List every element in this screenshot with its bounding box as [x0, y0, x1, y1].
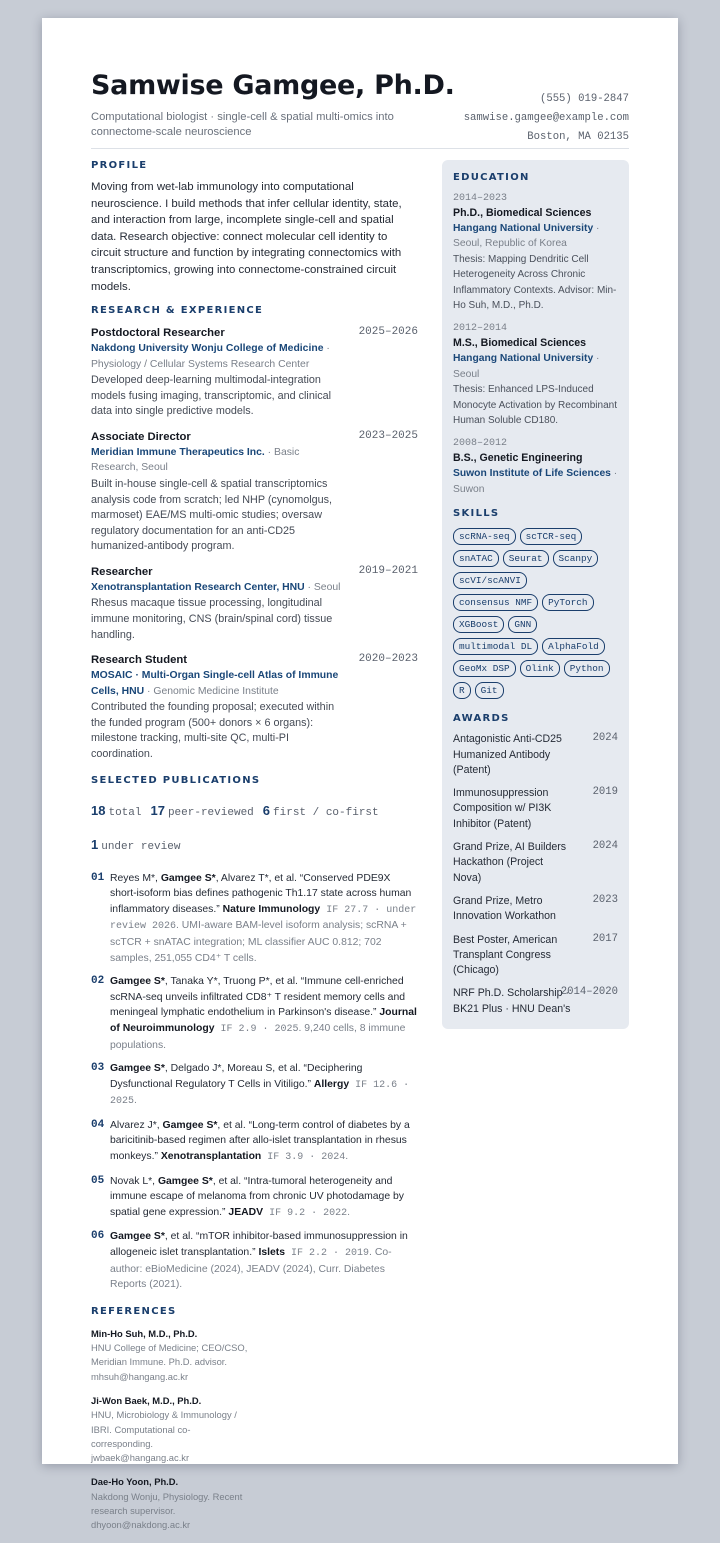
award-year: 2014–2020 — [560, 986, 618, 999]
award-item — [453, 986, 618, 1017]
publication-meta: IF 27.7 · under review 2026 — [110, 904, 417, 933]
reference-name: Ji-Won Baek, M.D., Ph.D. — [91, 1395, 202, 1406]
header-divider — [91, 148, 629, 149]
publication-item — [91, 1174, 418, 1222]
publication-title: , Alvarez T*, et al. “Conserved PDE9X short-isoform bias defines pathogenic Th1.17 state across human inflammatory diseases.” — [110, 872, 412, 915]
reference-email[interactable]: dhyoon@nakdong.ac.kr — [91, 1519, 191, 1531]
publication-note: . — [345, 1151, 349, 1163]
job-title: Research Student — [91, 654, 188, 667]
organization-detail: · Physiology / Cellular Systems Research Center — [91, 343, 330, 370]
school-name: Hangang National University — [453, 223, 594, 234]
job-description: Rhesus macaque tissue processing, longitudinal immune monitoring, CNS (brain/spinal cord) tissue handling. — [91, 597, 333, 641]
education-institution — [453, 351, 618, 382]
stat-label: under review — [101, 840, 181, 853]
reference-item — [91, 1327, 259, 1384]
job-description: Developed deep-learning multimodal-integration models fusing imaging, transcriptomic, and clinical data into single predictive models. — [91, 374, 332, 418]
education-item — [453, 436, 618, 497]
publication-note: . UMI-aware BAM-level isoform analysis; scRNA + scTCR + snATAC integration; ML classifier AUC 0.812; 702 samples, 251,055 CD4⁺ T cells. — [110, 920, 407, 964]
job-title: Researcher — [91, 565, 153, 578]
publication-journal: Xenotransplantation — [160, 1151, 262, 1163]
resume-page — [42, 18, 678, 1531]
profile-heading: PROFILE — [91, 160, 148, 171]
award-name: Grand Prize, AI Builders Hackathon (Project Nova) — [453, 841, 567, 884]
contact-block — [464, 90, 629, 147]
award-list — [453, 732, 618, 1017]
reference-description: HNU College of Medicine; CEO/CSO, Meridian Immune. Ph.D. advisor. — [91, 1342, 248, 1368]
publication-title: , et al. “Intra-tumoral heterogeneity and immune escape of melanoma from chronic UV photodamage by spatial gene expression.” — [110, 1175, 404, 1218]
reference-name: Min-Ho Suh, M.D., Ph.D. — [91, 1327, 198, 1339]
publication-item — [91, 1118, 418, 1166]
award-year: 2023 — [592, 893, 618, 906]
skill-chip: Seurat — [503, 550, 549, 567]
skill-chip: PyTorch — [542, 594, 593, 611]
job-title: Associate Director — [91, 430, 191, 443]
job-date: 2025–2026 — [358, 326, 418, 339]
award-item — [453, 933, 618, 979]
reference-item — [91, 1475, 259, 1532]
publication-meta: IF 3.9 · 2024 — [261, 1152, 346, 1164]
candidate-name: Samwise Gamgee, Ph.D. — [91, 70, 455, 101]
stat-number: 1 — [91, 836, 99, 852]
publication-item — [91, 1061, 418, 1110]
education-thesis: Thesis: Mapping Dendritic Cell Heterogeneity Across Chronic Inflammatory Contexts. Advisor: Min-Ho Suh, M.D., Ph.D. — [453, 253, 617, 312]
school-name: Suwon Institute of Life Sciences — [453, 468, 611, 480]
skill-chip: snATAC — [453, 550, 499, 567]
publication-self-author: Gamgee S* — [110, 1063, 165, 1075]
organization-name: Nakdong University Wonju College of Medicine — [91, 343, 324, 355]
publication-journal: Nature Immunology — [222, 903, 321, 915]
education-date: 2012–2014 — [453, 323, 508, 335]
education-degree: M.S., Biomedical Sciences — [453, 337, 587, 350]
school-location: · Suwon — [453, 468, 618, 495]
skill-chip: R — [453, 682, 471, 699]
publication-item — [91, 871, 418, 967]
skill-chip: scVI/scANVI — [453, 572, 527, 589]
references-heading: REFERENCES — [91, 1305, 177, 1317]
organization-name: Xenotransplantation Research Center, HNU — [91, 581, 305, 593]
reference-description: HNU, Microbiology & Immunology / IBRI. Computational co-corresponding. — [91, 1409, 237, 1449]
skill-chip: Scanpy — [553, 550, 599, 567]
organization-name: Meridian Immune Therapeutics Inc. — [91, 446, 265, 458]
publication-list — [91, 871, 418, 1293]
publication-note: . — [347, 1206, 350, 1218]
education-list — [453, 191, 618, 497]
publication-number: 04 — [91, 1118, 105, 1131]
publication-item — [91, 974, 418, 1053]
award-name: NRF Ph.D. Scholarship · BK21 Plus · HNU Dean's — [453, 987, 571, 1015]
reference-list — [91, 1327, 418, 1543]
skills-heading: SKILLS — [453, 508, 500, 520]
award-year: 2024 — [592, 732, 618, 745]
education-institution — [453, 466, 618, 497]
award-item — [453, 732, 618, 778]
experience-list — [91, 326, 418, 762]
contact-email[interactable]: samwise.gamgee@example.com — [463, 112, 629, 124]
publication-journal: Allergy — [313, 1078, 350, 1090]
publication-meta: IF 12.6 · 2025 — [110, 1079, 410, 1108]
publication-meta: IF 2.2 · 2019 — [285, 1248, 370, 1260]
skill-chip: GeoMx DSP — [453, 660, 516, 677]
publication-number: 06 — [91, 1230, 105, 1243]
publication-title: , Delgado J*, Moreau S, et al. “Deciphering Dysfunctional Regulatory T Cells in Vitiligo.” — [110, 1063, 363, 1090]
profile-text: Moving from wet-lab immunology into computational neuroscience. I build methods that infer cellular identity, state, and interaction from large, incomplete single-cell and spatial data. Research objective: connect molecular cell identity to circuit structure and function by integrating connectomics with transcriptomics, growing into connectome-constrained circuit models. — [91, 181, 402, 293]
award-item — [453, 786, 618, 832]
publication-number: 03 — [91, 1062, 105, 1075]
experience-item — [91, 326, 418, 420]
education-degree: B.S., Genetic Engineering — [453, 452, 583, 465]
job-date: 2020–2023 — [358, 653, 418, 666]
publication-self-author: Gamgee S* — [157, 1175, 213, 1187]
skill-chip: AlphaFold — [542, 638, 605, 655]
job-organization — [91, 580, 341, 596]
skill-chip: scRNA-seq — [453, 528, 516, 545]
skill-chip-list — [453, 528, 618, 704]
publication-stat — [91, 836, 181, 853]
publications-heading: SELECTED PUBLICATIONS — [91, 774, 261, 786]
publication-stat — [262, 802, 379, 819]
reference-email[interactable]: jwbaek@hangang.ac.kr — [91, 1452, 190, 1464]
award-item — [453, 840, 618, 886]
education-item — [453, 191, 618, 313]
publication-self-author: Gamgee S* — [162, 1119, 218, 1131]
education-thesis: Thesis: Enhanced LPS-Induced Monocyte Activation by Recombinant Human Soluble CD180. — [453, 384, 617, 427]
skill-chip: Python — [564, 660, 610, 677]
education-date: 2014–2023 — [453, 193, 508, 204]
skill-chip: Git — [475, 682, 504, 699]
publication-self-author: Gamgee S* — [160, 872, 216, 884]
job-organization — [91, 341, 341, 372]
experience-heading: RESEARCH & EXPERIENCE — [91, 305, 264, 317]
publication-note: . Co-author: eBioMedicine (2024), JEADV (2024), Curr. Diabetes Reports (2021). — [110, 1247, 392, 1291]
education-item — [453, 321, 618, 428]
education-degree: Ph.D., Biomedical Sciences — [453, 207, 592, 219]
stat-label: first / co-first — [273, 806, 379, 819]
publication-self-author: Gamgee S* — [110, 976, 165, 988]
publication-journal: Journal of Neuroimmunology — [110, 1007, 417, 1034]
award-name: Immunosuppression Composition w/ PI3K Inhibitor (Patent) — [453, 787, 552, 830]
experience-item — [91, 565, 418, 643]
stat-label: total — [108, 806, 142, 819]
skill-chip: XGBoost — [453, 616, 504, 633]
skill-chip: scTCR-seq — [520, 528, 583, 545]
organization-detail: · Seoul — [304, 581, 341, 593]
job-organization — [91, 445, 341, 476]
job-description: Built in-house single-cell & spatial transcriptomics analysis code from scratch; led NHP (cynomolgus, marmoset) EAE/MS multi-omic studies; oversaw regulatory documentation for an anti-CD25 humanized-antibody program. — [91, 477, 333, 553]
skill-chip: GNN — [508, 616, 537, 633]
reference-item — [91, 1394, 259, 1465]
skill-chip: consensus NMF — [453, 594, 538, 611]
contact-phone: (555) 019-2847 — [539, 93, 629, 105]
publication-note: . 9,240 cells, 8 immune populations. — [110, 1022, 406, 1051]
publication-meta: IF 9.2 · 2022 — [263, 1207, 348, 1219]
stat-number: 17 — [150, 802, 165, 818]
job-description: Contributed the founding proposal; executed within the funded program (500+ donors × 6 organs): milestone tracking, multi-site QC, multi-PI coordination. — [91, 701, 335, 760]
school-location: · Seoul, Republic of Korea — [453, 223, 600, 250]
stat-number: 18 — [91, 802, 106, 818]
publication-item — [91, 1229, 418, 1292]
award-year: 2019 — [592, 786, 618, 799]
main-column — [91, 160, 418, 1543]
publication-number: 01 — [91, 871, 105, 884]
reference-name: Dae-Ho Yoon, Ph.D. — [91, 1476, 179, 1488]
education-institution — [453, 221, 618, 252]
education-heading: EDUCATION — [453, 172, 530, 183]
sidebar-panel — [442, 160, 629, 1029]
award-year: 2017 — [592, 932, 618, 945]
resume-header — [91, 70, 629, 143]
job-organization — [91, 668, 341, 699]
experience-item — [91, 430, 418, 555]
reference-description: Nakdong Wonju, Physiology. Recent research supervisor. — [91, 1490, 243, 1517]
publication-title: , Tanaka Y*, Truong P*, et al. “Immune cell-enriched scRNA-seq unveils infiltrated CD8⁺ T resident memory cells and meningeal lymphatic endothelium in Parkinson's disease.” — [110, 976, 405, 1019]
award-name: Grand Prize, Metro Innovation Workathon — [453, 894, 556, 923]
education-date: 2008–2012 — [453, 438, 508, 450]
job-date: 2019–2021 — [358, 564, 418, 577]
organization-detail: · Genomic Medicine Institute — [144, 685, 279, 697]
skill-chip: multimodal DL — [453, 638, 538, 655]
job-title: Postdoctoral Researcher — [91, 327, 225, 340]
publication-journal: JEADV — [228, 1206, 264, 1218]
school-location: · Seoul — [453, 353, 600, 380]
publication-number: 05 — [91, 1174, 105, 1187]
organization-name: MOSAIC · Multi-Organ Single-cell Atlas of Immune Cells, HNU — [91, 670, 339, 697]
skill-chip: Olink — [520, 660, 560, 677]
organization-detail: · Basic Research, Seoul — [91, 446, 300, 474]
publication-authors-pre: Alvarez J*, — [110, 1119, 163, 1131]
publication-stat — [150, 802, 254, 819]
contact-location: Boston, MA 02135 — [527, 131, 629, 143]
publication-meta: IF 2.9 · 2025 — [214, 1023, 299, 1035]
job-date: 2023–2025 — [358, 429, 418, 442]
publication-authors-pre: Novak L*, — [110, 1175, 158, 1187]
publication-journal: Islets — [258, 1247, 286, 1259]
publication-note: . — [134, 1095, 137, 1107]
award-name: Antagonistic Anti-CD25 Humanized Antibody (Patent) — [453, 733, 562, 776]
award-name: Best Poster, American Transplant Congress (Chicago) — [453, 933, 558, 977]
reference-email[interactable]: mhsuh@hangang.ac.kr — [91, 1370, 189, 1382]
award-year: 2024 — [592, 840, 618, 853]
publication-self-author: Gamgee S* — [110, 1231, 165, 1243]
school-name: Hangang National University — [453, 353, 594, 365]
publication-title: , et al. “mTOR inhibitor-based immunosuppression in allogeneic islet transplantation.” — [110, 1231, 408, 1259]
publication-title: , et al. “Long-term control of diabetes by a baricitinib-based regimen after allo-islet transplantation in rhesus monkeys.” — [110, 1119, 410, 1163]
experience-item — [91, 653, 418, 762]
publication-stats — [91, 795, 418, 863]
publication-number: 02 — [91, 975, 105, 988]
publication-stat — [91, 802, 142, 819]
awards-heading: AWARDS — [453, 713, 510, 725]
stat-label: peer-reviewed — [167, 806, 254, 819]
publication-authors-pre: Reyes M*, — [110, 872, 161, 884]
stat-number: 6 — [262, 802, 271, 818]
candidate-tagline: Computational biologist · single-cell & spatial multi-omics into connectome-scale neuroscience — [91, 111, 394, 138]
award-item — [453, 894, 618, 925]
